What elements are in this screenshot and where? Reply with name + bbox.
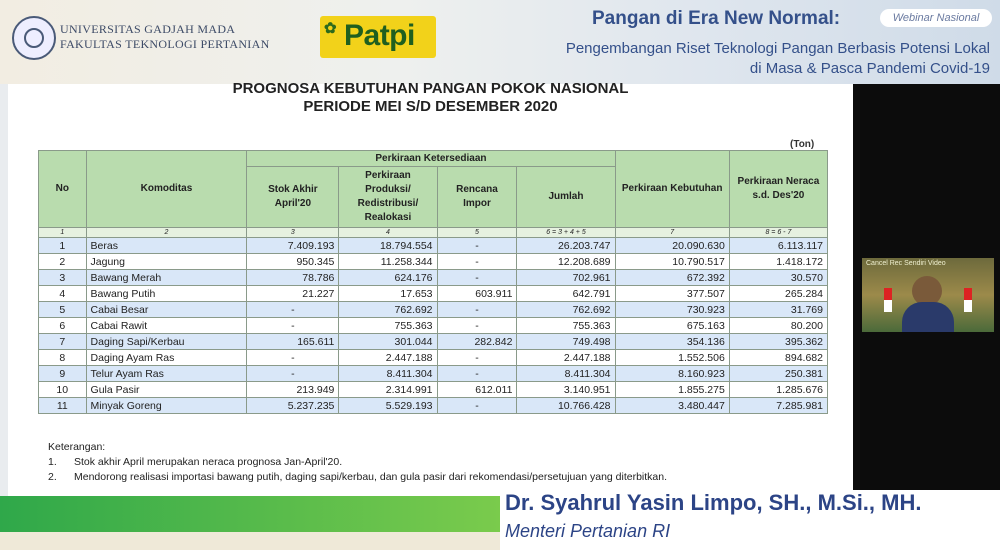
event-subtitle-line2: di Masa & Pasca Pandemi Covid-19 [749,60,990,77]
presentation-slide [8,80,853,496]
table-row [39,318,828,334]
cell-no: 7 [39,334,87,350]
food-prognosis-table [38,150,828,414]
patpi-logo [320,16,436,58]
cell-impor: - [437,270,517,286]
university-name [60,22,270,52]
table-row [39,398,828,414]
cell-impor: - [437,366,517,382]
cell-no: 1 [39,238,87,254]
cell-jumlah: 749.498 [517,334,615,350]
cell-neraca: 80.200 [729,318,827,334]
cell-stok: - [247,318,339,334]
table-row [39,350,828,366]
cell-impor: - [437,318,517,334]
cell-komoditas: Cabai Besar [86,302,247,318]
cell-impor: 603.911 [437,286,517,302]
cell-kebutuhan: 675.163 [615,318,729,334]
cell-produksi: 2.447.188 [339,350,437,366]
cell-komoditas: Gula Pasir [86,382,247,398]
note-number: 2. [48,471,57,483]
cell-kebutuhan: 10.790.517 [615,254,729,270]
cell-stok: 165.611 [247,334,339,350]
cell-no: 5 [39,302,87,318]
cell-jumlah: 755.363 [517,318,615,334]
cell-komoditas: Daging Ayam Ras [86,350,247,366]
cell-neraca: 7.285.981 [729,398,827,414]
cell-kebutuhan: 354.136 [615,334,729,350]
speaker-name: Dr. Syahrul Yasin Limpo, SH., M.Si., MH. [505,490,922,515]
cell-jumlah: 8.411.304 [517,366,615,382]
index-cell: 7 [615,228,729,238]
cell-no: 10 [39,382,87,398]
cell-neraca: 894.682 [729,350,827,366]
speaker-body [902,302,954,332]
cell-jumlah: 10.766.428 [517,398,615,414]
cell-jumlah: 762.692 [517,302,615,318]
index-cell: 5 [437,228,517,238]
cell-produksi: 624.176 [339,270,437,286]
cell-stok: 213.949 [247,382,339,398]
col-group-ketersediaan: Perkiraan Ketersediaan [247,151,615,167]
note-text: Stok akhir April merupakan neraca prognosa Jan-April'20. [74,456,343,468]
col-jumlah: Jumlah [517,167,615,228]
cell-impor: - [437,350,517,366]
cell-no: 4 [39,286,87,302]
cell-produksi: 2.314.991 [339,382,437,398]
event-title: Pangan di Era New Normal: [592,8,841,29]
cell-produksi: 17.653 [339,286,437,302]
webinar-banner [0,0,1000,84]
cell-jumlah: 642.791 [517,286,615,302]
cell-komoditas: Telur Ayam Ras [86,366,247,382]
cell-kebutuhan: 377.507 [615,286,729,302]
cell-produksi: 5.529.193 [339,398,437,414]
cell-impor: 612.011 [437,382,517,398]
col-no: No [39,151,87,228]
table-row [39,286,828,302]
cell-kebutuhan: 730.923 [615,302,729,318]
index-cell: 2 [86,228,247,238]
lower-third-bar [0,496,500,532]
cell-jumlah: 26.203.747 [517,238,615,254]
note-item [48,455,667,470]
cell-produksi: 18.794.554 [339,238,437,254]
index-cell: 4 [339,228,437,238]
index-cell: 8 = 6 - 7 [729,228,827,238]
cell-stok: 78.786 [247,270,339,286]
cell-komoditas: Beras [86,238,247,254]
cell-kebutuhan: 8.160.923 [615,366,729,382]
col-stok: Stok Akhir April'20 [247,167,339,228]
table-body [39,238,828,414]
cell-neraca: 265.284 [729,286,827,302]
notes-section [48,440,667,485]
index-row [39,228,828,238]
cell-impor: - [437,254,517,270]
cell-no: 6 [39,318,87,334]
slide-title-line2: PERIODE MEI S/D DESEMBER 2020 [303,98,558,115]
slide-title-line1: PROGNOSA KEBUTUHAN PANGAN POKOK NASIONAL [232,80,629,97]
flag-icon [964,288,972,312]
cell-neraca: 1.418.172 [729,254,827,270]
col-impor: Rencana Impor [437,167,517,228]
webinar-badge: Webinar Nasional [880,9,992,27]
index-cell: 6 = 3 + 4 + 5 [517,228,615,238]
university-label: UNIVERSITAS GADJAH MADA [60,22,236,36]
cell-no: 8 [39,350,87,366]
cell-jumlah: 3.140.951 [517,382,615,398]
cell-komoditas: Bawang Merah [86,270,247,286]
table-row [39,302,828,318]
cell-produksi: 8.411.304 [339,366,437,382]
cell-produksi: 762.692 [339,302,437,318]
cell-kebutuhan: 3.480.447 [615,398,729,414]
cell-jumlah: 702.961 [517,270,615,286]
cell-kebutuhan: 1.855.275 [615,382,729,398]
cell-produksi: 11.258.344 [339,254,437,270]
leaf-icon: ✿ [324,20,337,37]
cell-impor: - [437,238,517,254]
cell-impor: - [437,302,517,318]
table-row [39,382,828,398]
table-row [39,254,828,270]
cell-stok: 21.227 [247,286,339,302]
cell-stok: 950.345 [247,254,339,270]
cell-neraca: 31.769 [729,302,827,318]
cell-impor: 282.842 [437,334,517,350]
cell-no: 2 [39,254,87,270]
col-komoditas: Komoditas [86,151,247,228]
cell-no: 9 [39,366,87,382]
table-row [39,334,828,350]
speaker-role: Menteri Pertanian RI [505,521,671,541]
cell-neraca: 30.570 [729,270,827,286]
cell-stok: - [247,302,339,318]
col-neraca: Perkiraan Neraca s.d. Des'20 [729,151,827,228]
bottom-strip [0,532,500,550]
cell-komoditas: Daging Sapi/Kerbau [86,334,247,350]
note-item [48,470,667,485]
cell-neraca: 250.381 [729,366,827,382]
note-text: Mendorong realisasi importasi bawang putih, daging sapi/kerbau, dan gula pasir dari rekomendasi/persetujuan yang diterbitkan. [74,471,668,483]
cell-komoditas: Bawang Putih [86,286,247,302]
cell-impor: - [437,398,517,414]
index-cell: 3 [247,228,339,238]
flag-icon [884,288,892,312]
cell-neraca: 1.285.676 [729,382,827,398]
cell-komoditas: Cabai Rawit [86,318,247,334]
cell-kebutuhan: 20.090.630 [615,238,729,254]
patpi-logo-text: Patpi [344,19,415,52]
cell-produksi: 301.044 [339,334,437,350]
index-cell: 1 [39,228,87,238]
event-subtitle-line1: Pengembangan Riset Teknologi Pangan Berbasis Potensi Lokal [565,40,990,57]
table-row [39,238,828,254]
ugm-logo-icon [12,16,56,60]
notes-label: Keterangan: [48,441,106,453]
faculty-label: FAKULTAS TEKNOLOGI PERTANIAN [60,37,270,51]
cell-jumlah: 2.447.188 [517,350,615,366]
cell-komoditas: Jagung [86,254,247,270]
cell-jumlah: 12.208.689 [517,254,615,270]
cell-neraca: 395.362 [729,334,827,350]
cell-komoditas: Minyak Goreng [86,398,247,414]
cell-kebutuhan: 1.552.506 [615,350,729,366]
cell-stok: - [247,366,339,382]
cell-produksi: 755.363 [339,318,437,334]
cell-no: 3 [39,270,87,286]
cell-no: 11 [39,398,87,414]
cell-neraca: 6.113.117 [729,238,827,254]
unit-label: (Ton) [790,139,815,150]
cell-kebutuhan: 672.392 [615,270,729,286]
col-kebutuhan: Perkiraan Kebutuhan [615,151,729,228]
cell-stok: - [247,350,339,366]
video-caption: Cancel Rec Sendiri Video [866,260,946,267]
cell-stok: 5.237.235 [247,398,339,414]
col-produksi: Perkiraan Produksi/ Redistribusi/ Realokasi [339,167,437,228]
table-row [39,366,828,382]
speaker-video-tile[interactable] [862,258,994,332]
cell-stok: 7.409.193 [247,238,339,254]
table-row [39,270,828,286]
note-number: 1. [48,456,57,468]
